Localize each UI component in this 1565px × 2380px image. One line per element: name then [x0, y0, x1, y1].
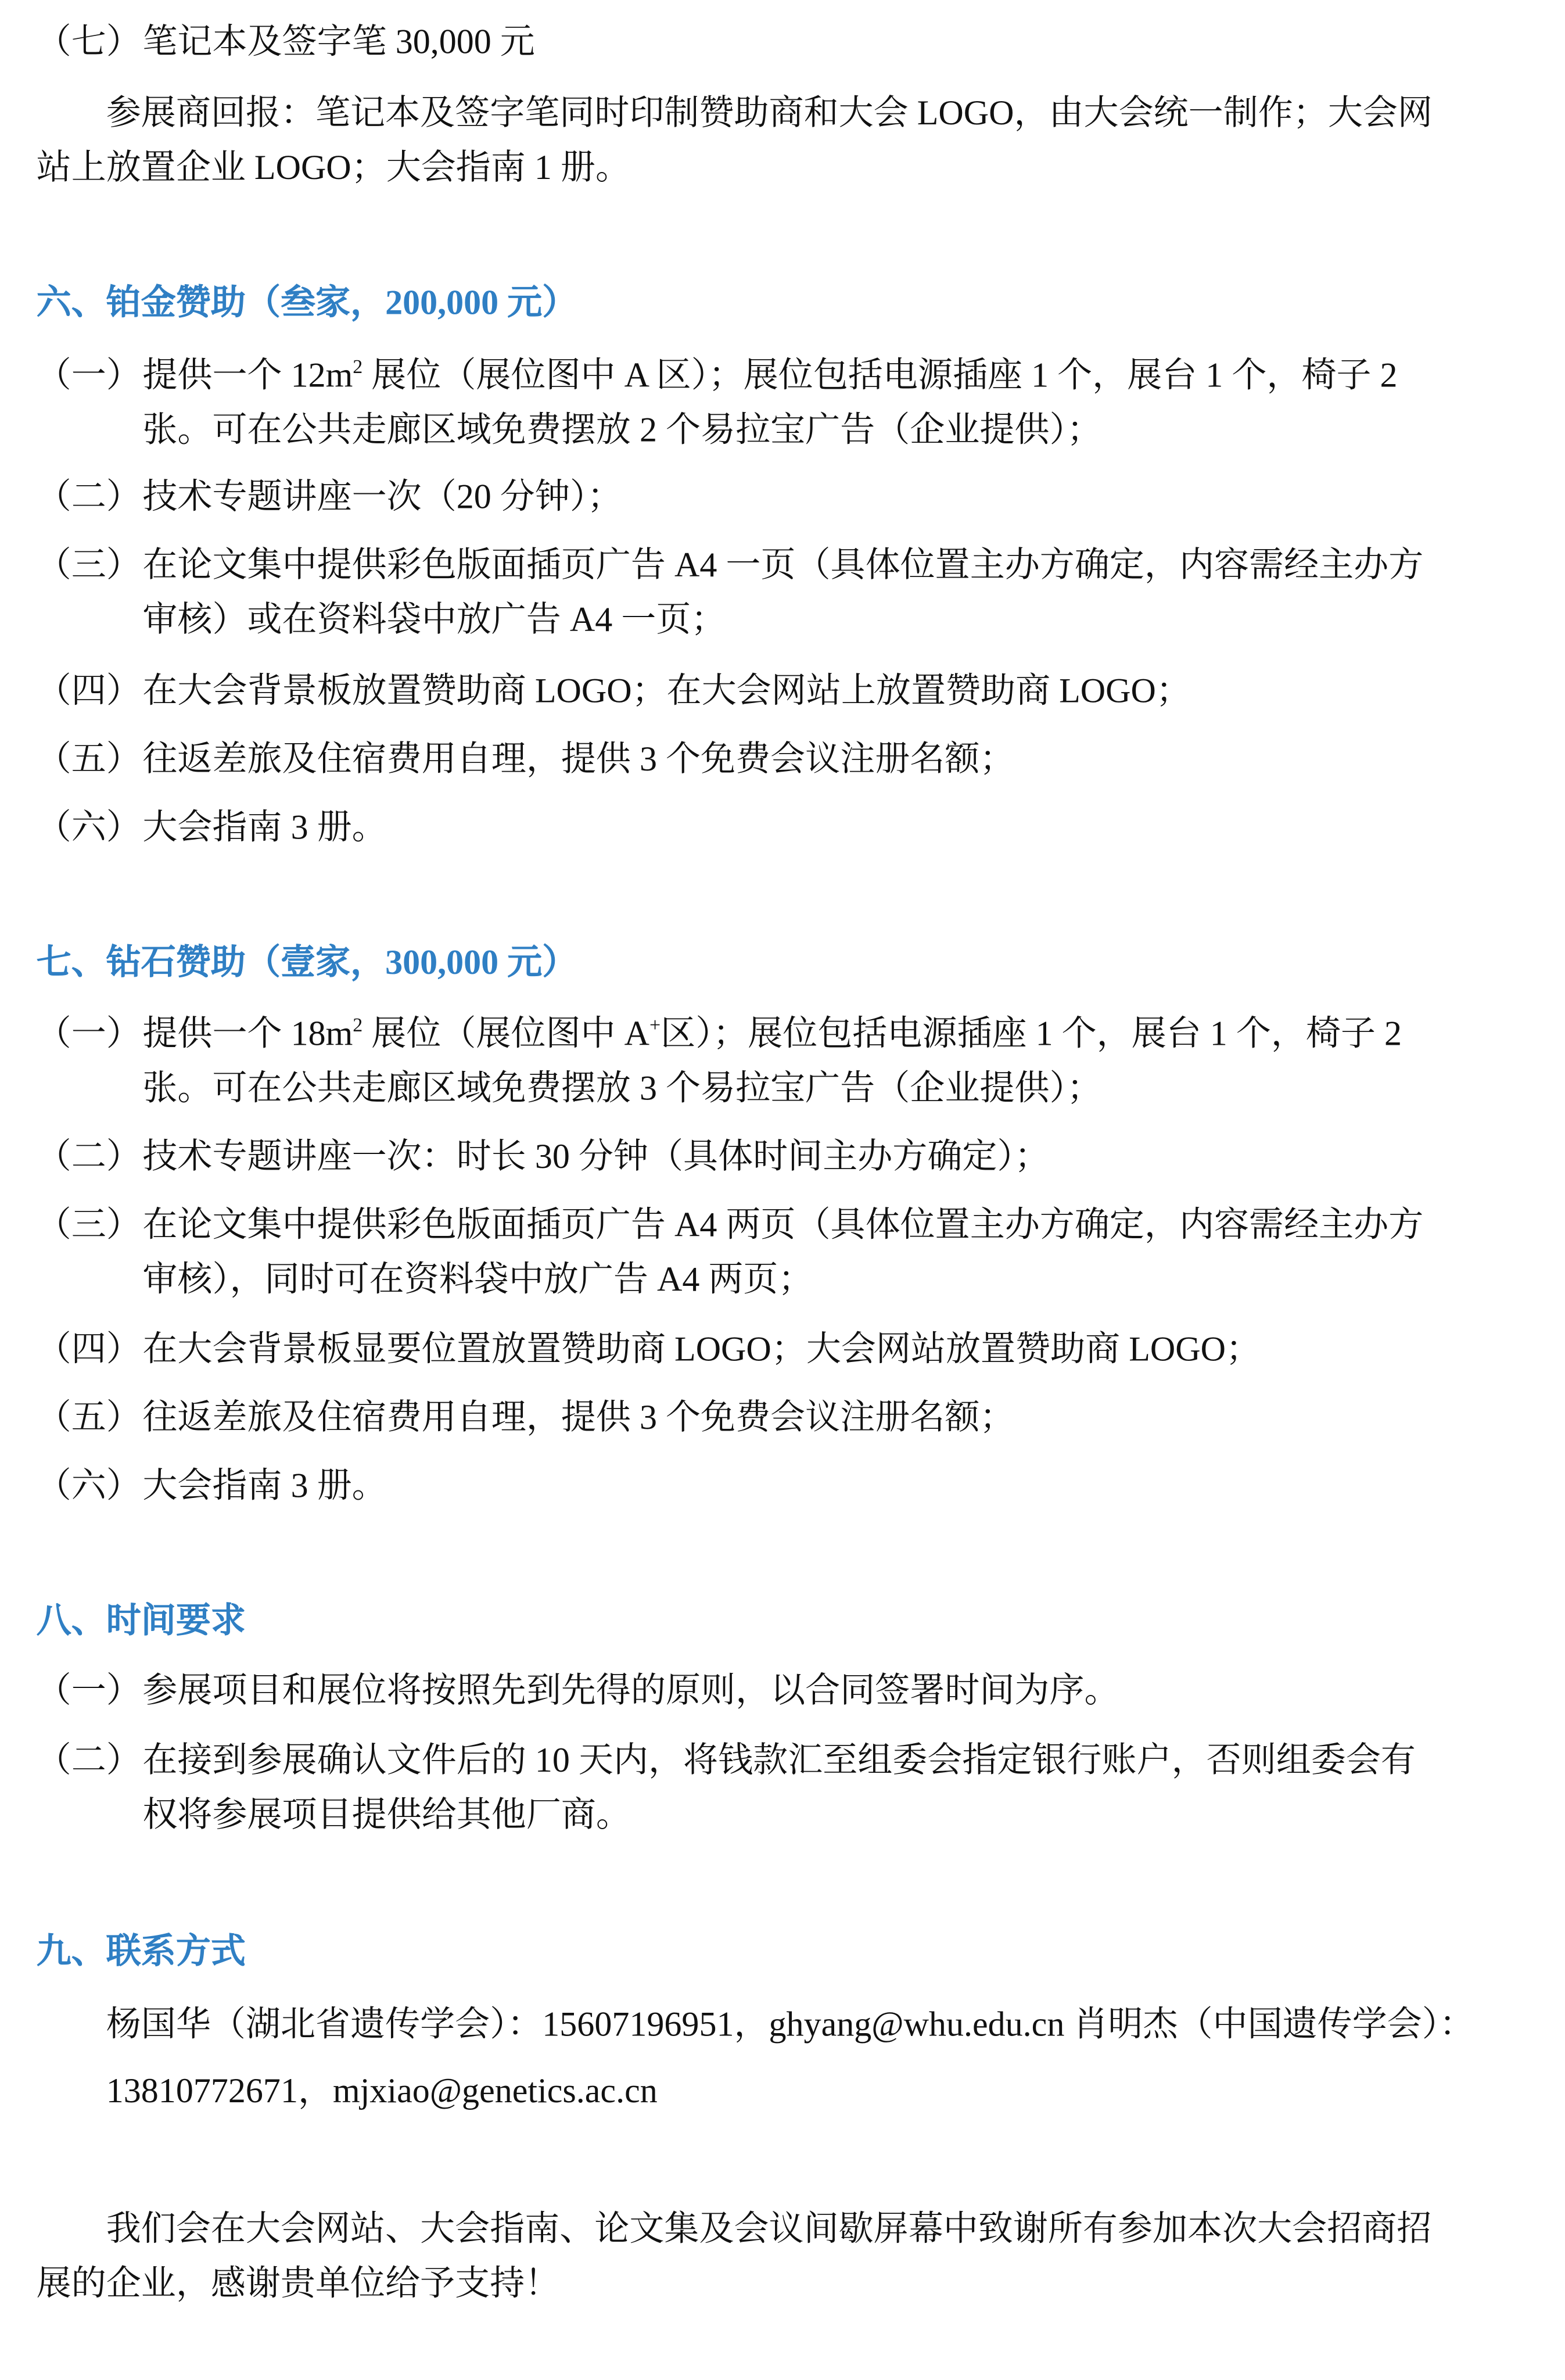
- contact-line: 杨国华（湖北省遗传学会）：15607196951，ghyang@whu.edu.cn 肖明杰（中国遗传学会）：: [106, 2005, 1474, 2044]
- section-heading-platinum: 六、铂金赞助（叁家，200,000 元）: [36, 284, 577, 322]
- list-item: 在接到参展确认文件后的 10 天内，将钱款汇至组委会指定银行账户，否则组委会有: [142, 1741, 1416, 1780]
- list-item-label: （二）: [36, 1741, 141, 1780]
- list-item-label: （一）: [36, 356, 141, 395]
- list-item-continuation: 权将参展项目提供给其他厂商。: [142, 1795, 631, 1834]
- list-item-label: （五）: [36, 740, 141, 779]
- list-item-label: （四）: [36, 672, 141, 710]
- closing-line: 展的企业，感谢贵单位给予支持！: [36, 2264, 560, 2303]
- list-item: 技术专题讲座一次：时长 30 分钟（具体时间主办方确定）；: [142, 1137, 1050, 1176]
- list-item-label: （七）: [36, 23, 141, 61]
- notebook-return-line: 站上放置企业 LOGO；大会指南 1 册。: [36, 148, 631, 187]
- list-item-label: （一）: [36, 1015, 141, 1053]
- list-item: 往返差旅及住宿费用自理，提供 3 个免费会议注册名额；: [142, 1398, 1015, 1437]
- list-item-continuation: 审核），同时可在资料袋中放广告 A4 两页；: [142, 1260, 813, 1299]
- list-item: 在大会背景板显要位置放置赞助商 LOGO；大会网站放置赞助商 LOGO；: [142, 1330, 1261, 1368]
- notebook-return-line: 参展商回报：笔记本及签字笔同时印制赞助商和大会 LOGO，由大会统一制作；大会网: [106, 94, 1433, 132]
- list-item-label: （二）: [36, 1137, 141, 1176]
- list-item: 在论文集中提供彩色版面插页广告 A4 一页（具体位置主办方确定，内容需经主办方: [142, 546, 1424, 585]
- list-item-label: （三）: [36, 546, 141, 585]
- section-heading-contact: 九、联系方式: [36, 1932, 246, 1971]
- list-item-continuation: 审核）或在资料袋中放广告 A4 一页；: [142, 600, 726, 639]
- list-item: 技术专题讲座一次（20 分钟）；: [142, 478, 622, 516]
- list-item: 参展项目和展位将按照先到先得的原则，以合同签署时间为序。: [142, 1671, 1119, 1710]
- list-item-label: （四）: [36, 1330, 141, 1368]
- list-item-continuation: 张。可在公共走廊区域免费摆放 2 个易拉宝广告（企业提供）；: [142, 411, 1102, 449]
- list-item: 提供一个 $18m^2$ 展位（展位图中 A+区）；展位包括电源插座 1 个，展台 1 个，椅子 2: [142, 1013, 1402, 1053]
- list-item: 大会指南 3 册。: [142, 1467, 387, 1505]
- list-item-continuation: 张。可在公共走廊区域免费摆放 3 个易拉宝广告（企业提供）；: [142, 1069, 1102, 1107]
- list-item: 在论文集中提供彩色版面插页广告 A4 两页（具体位置主办方确定，内容需经主办方: [142, 1206, 1424, 1244]
- contact-line: 13810772671，mjxiao@genetics.ac.cn: [106, 2071, 658, 2110]
- list-item: 大会指南 3 册。: [142, 808, 387, 847]
- list-item: 在大会背景板放置赞助商 LOGO；在大会网站上放置赞助商 LOGO；: [142, 672, 1191, 710]
- list-item-label: （二）: [36, 478, 141, 516]
- list-item: 往返差旅及住宿费用自理，提供 3 个免费会议注册名额；: [142, 740, 1015, 779]
- closing-line: 我们会在大会网站、大会指南、论文集及会议间歇屏幕中致谢所有参加本次大会招商招: [106, 2210, 1432, 2248]
- section-heading-diamond: 七、钻石赞助（壹家，300,000 元）: [36, 943, 577, 981]
- section-heading-time: 八、时间要求: [36, 1601, 246, 1640]
- list-item-label: （五）: [36, 1398, 141, 1437]
- notebook-item: 笔记本及签字笔 30,000 元: [142, 23, 535, 61]
- list-item: 提供一个 $12m^2$ 展位（展位图中 A 区）；展位包括电源插座 1 个，展台 1 个，椅子 2: [142, 354, 1398, 395]
- list-item-label: （三）: [36, 1206, 141, 1244]
- list-item-label: （一）: [36, 1671, 141, 1710]
- list-item-label: （六）: [36, 1467, 141, 1505]
- list-item-label: （六）: [36, 808, 141, 847]
